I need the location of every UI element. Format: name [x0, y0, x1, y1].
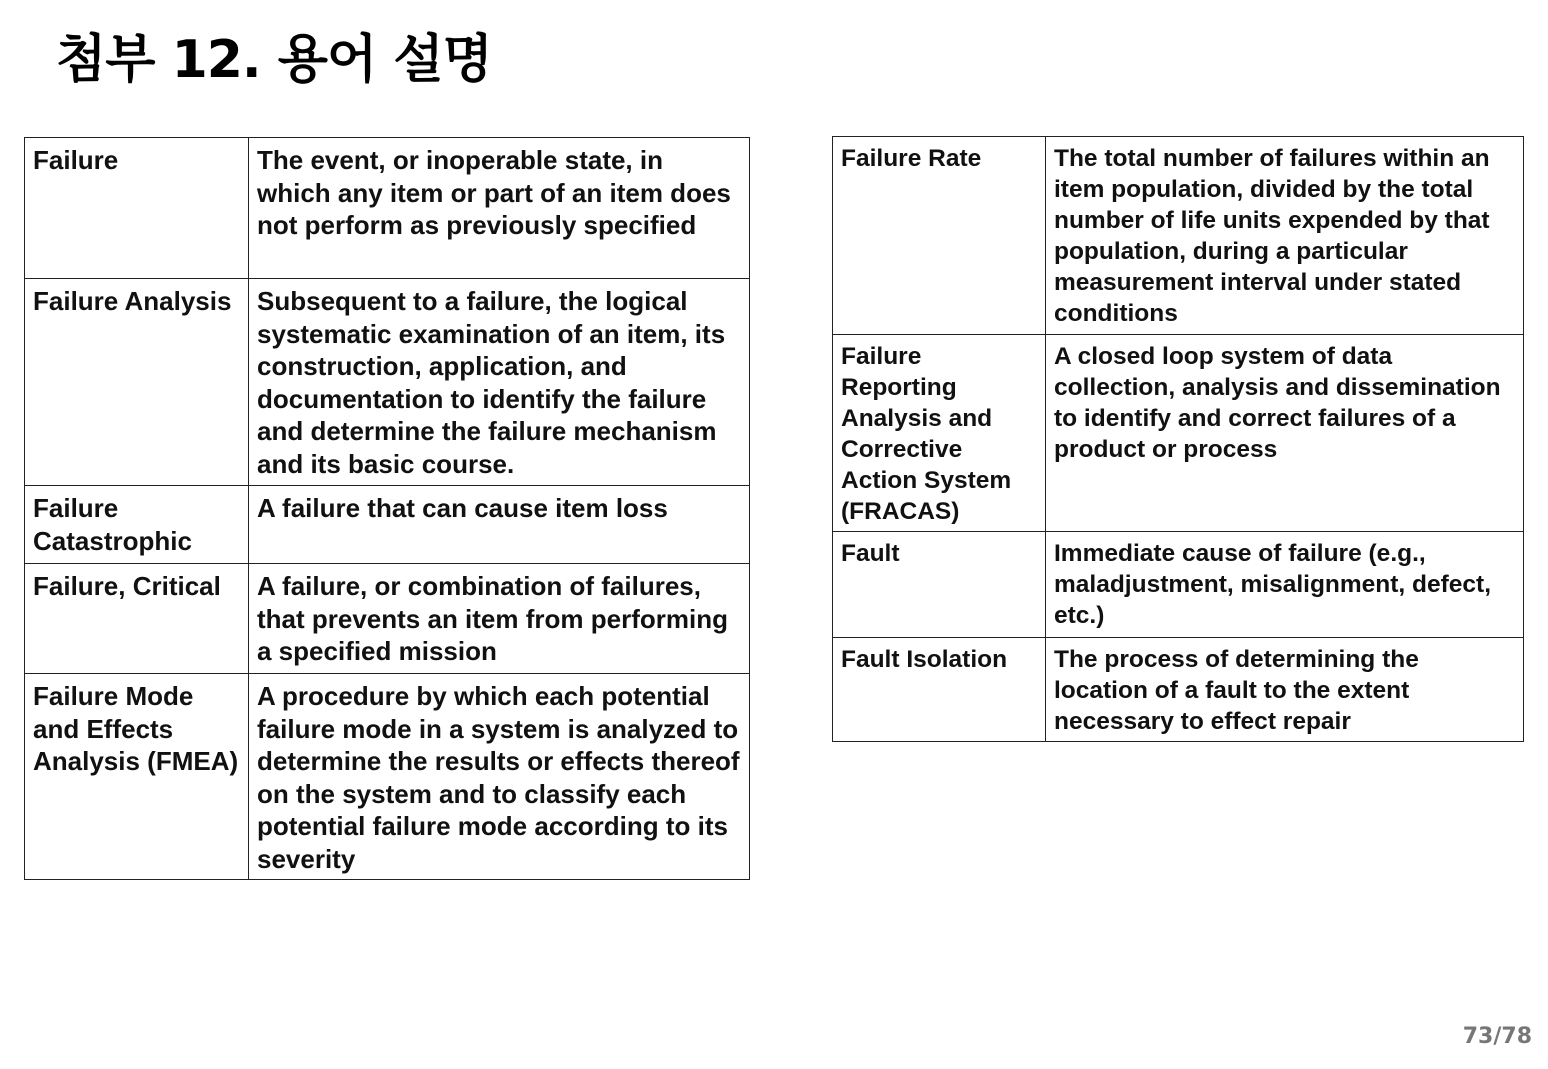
table-row [833, 532, 1524, 638]
table-row [25, 674, 750, 880]
definition-cell: A procedure by which each potential failure mode in a system is analyzed to determine the results or effects thereof on the system and to classify each potential failure mode according to its severity [249, 674, 750, 880]
term-cell: Failure Rate [833, 137, 1046, 335]
definition-cell: Immediate cause of failure (e.g., maladjustment, misalignment, defect, etc.) [1046, 532, 1524, 638]
term-cell: Failure [25, 138, 249, 279]
page-title: 첨부 12. 용어 설명 [56, 30, 492, 90]
table-row [25, 486, 750, 564]
glossary-table-right [832, 136, 1524, 742]
table-row [25, 138, 750, 279]
table-row [833, 335, 1524, 532]
table-row [833, 137, 1524, 335]
table-row [25, 279, 750, 486]
table-row [833, 638, 1524, 742]
page-number: 73/78 [1462, 1024, 1532, 1049]
term-cell: Failure Reporting Analysis and Corrective Action System (FRACAS) [833, 335, 1046, 532]
definition-cell: The event, or inoperable state, in which any item or part of an item does not perform as previously specified [249, 138, 750, 279]
definition-cell: A failure, or combination of failures, that prevents an item from performing a specified mission [249, 564, 750, 674]
term-cell: Failure Mode and Effects Analysis (FMEA) [25, 674, 249, 880]
definition-cell: The process of determining the location of a fault to the extent necessary to effect repair [1046, 638, 1524, 742]
glossary-table-left [24, 137, 750, 880]
term-cell: Failure Analysis [25, 279, 249, 486]
definition-cell: Subsequent to a failure, the logical systematic examination of an item, its construction, application, and documentation to identify the failure and determine the failure mechanism and its basic course. [249, 279, 750, 486]
term-cell: Failure Catastrophic [25, 486, 249, 564]
definition-cell: A closed loop system of data collection, analysis and dissemination to identify and correct failures of a product or process [1046, 335, 1524, 532]
definition-cell: The total number of failures within an item population, divided by the total number of life units expended by that population, during a particular measurement interval under stated conditions [1046, 137, 1524, 335]
term-cell: Failure, Critical [25, 564, 249, 674]
table-row [25, 564, 750, 674]
definition-cell: A failure that can cause item loss [249, 486, 750, 564]
term-cell: Fault [833, 532, 1046, 638]
term-cell: Fault Isolation [833, 638, 1046, 742]
